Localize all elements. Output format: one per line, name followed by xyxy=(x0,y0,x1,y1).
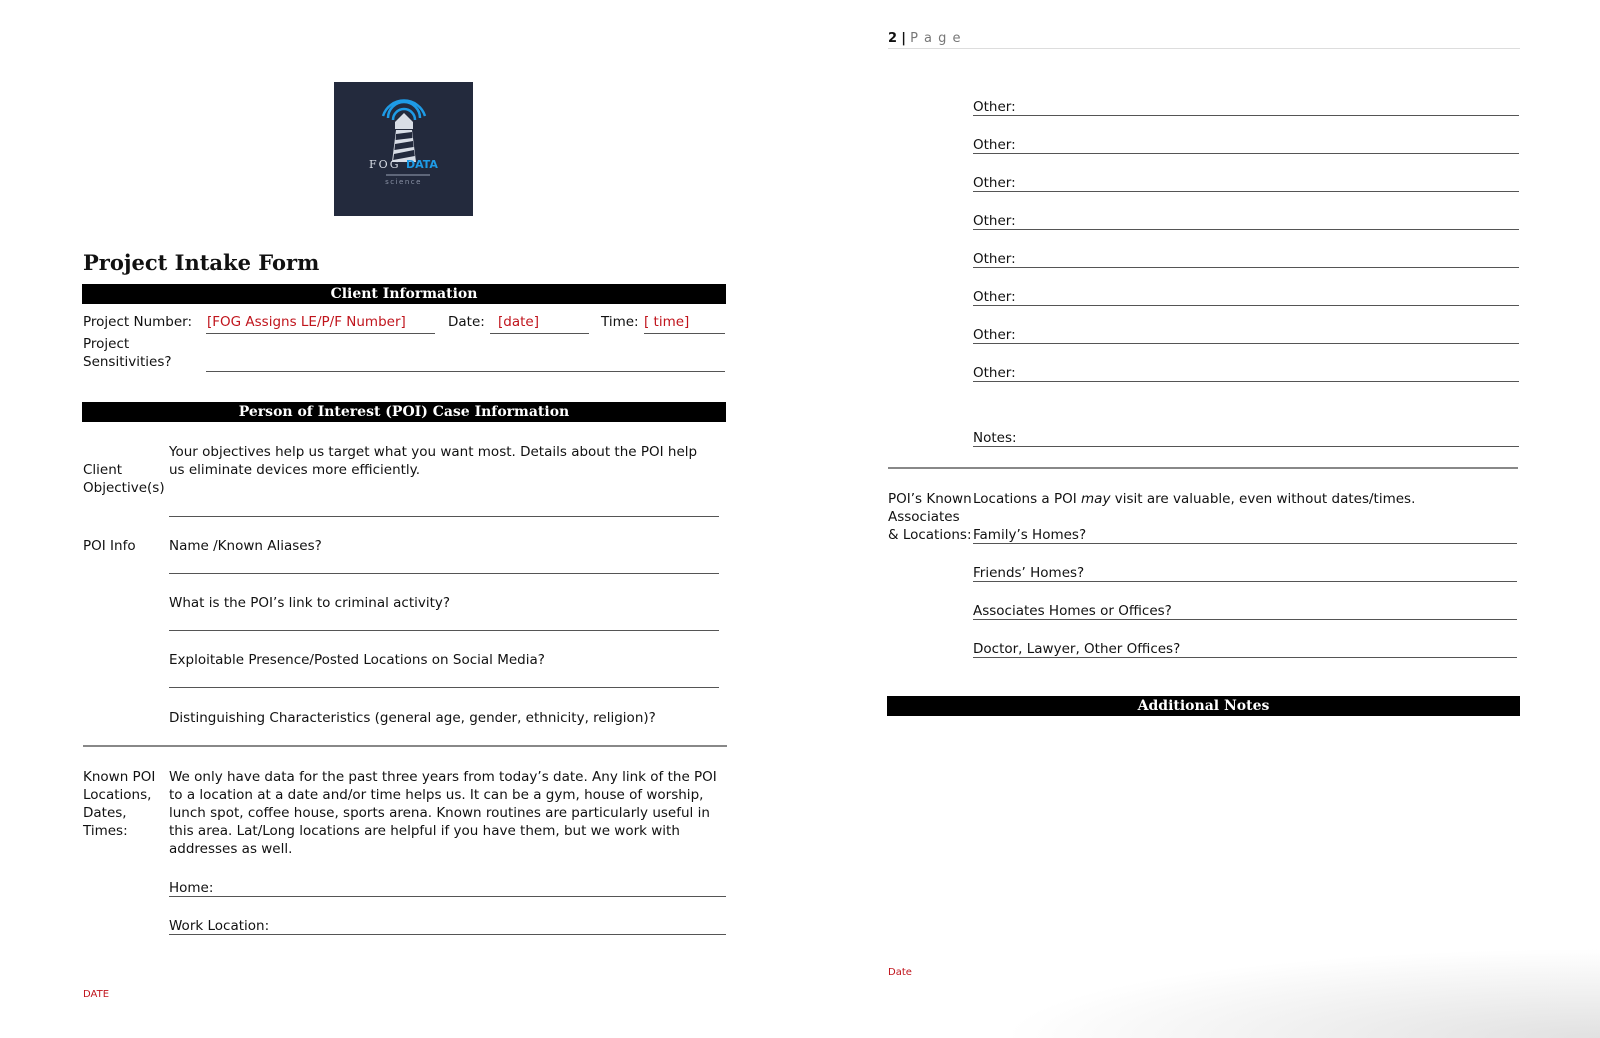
date-underline xyxy=(490,333,589,334)
project-number-underline xyxy=(206,333,435,334)
home-field[interactable] xyxy=(169,896,726,897)
associates-intro-emphasis: may xyxy=(1081,491,1111,507)
poi-question-characteristics: Distinguishing Characteristics (general age, gender, ethnicity, religion)? xyxy=(169,710,656,726)
known-locations-label-line1: Known POI xyxy=(83,769,156,785)
project-number-field[interactable]: [FOG Assigns LE/P/F Number] xyxy=(207,314,406,330)
sensitivities-field[interactable] xyxy=(206,371,725,372)
logo-brand-word: FOG xyxy=(369,158,401,171)
work-location-label: Work Location: xyxy=(169,918,270,934)
poi-case-information-header: Person of Interest (POI) Case Information xyxy=(82,402,726,422)
associates-intro-before: Locations a POI xyxy=(973,491,1082,507)
other-field-8[interactable] xyxy=(973,381,1519,382)
page-title: Project Intake Form xyxy=(83,250,320,275)
associates-homes-field[interactable] xyxy=(973,619,1517,620)
footer-date-right: Date xyxy=(888,967,912,978)
poi-question-social-media: Exploitable Presence/Posted Locations on Social Media? xyxy=(169,652,545,668)
project-number-label: Project Number: xyxy=(83,314,193,330)
known-locations-label-line3: Dates, xyxy=(83,805,127,821)
known-locations-label-line4: Times: xyxy=(83,823,128,839)
other-field-4[interactable] xyxy=(973,229,1519,230)
poi-question-aliases: Name /Known Aliases? xyxy=(169,538,322,554)
other-field-7[interactable] xyxy=(973,343,1519,344)
doctor-lawyer-field[interactable] xyxy=(973,657,1517,658)
associates-label-line2: Associates xyxy=(888,509,960,525)
client-information-header: Client Information xyxy=(82,284,726,304)
page-number: 2 xyxy=(888,31,898,46)
objectives-label-line2: Objective(s) xyxy=(83,480,165,496)
poi-info-label: POI Info xyxy=(83,538,136,554)
other-label-1: Other: xyxy=(973,99,1016,115)
work-location-field[interactable] xyxy=(169,934,726,935)
known-locations-instructions: We only have data for the past three years from today’s date. Any link of the POI to a location at a date and/or time helps us. It can be a gym, house of worship, lunch spot, coffee house, sports arena. Known routines are particularly useful in this area. Lat/Long locations are helpful if you have them, but we work with addresses as well. xyxy=(169,769,717,857)
other-label-4: Other: xyxy=(973,213,1016,229)
other-field-5[interactable] xyxy=(973,267,1519,268)
other-label-2: Other: xyxy=(973,137,1016,153)
other-label-3: Other: xyxy=(973,175,1016,191)
known-locations-label-line2: Locations, xyxy=(83,787,152,803)
associates-instructions xyxy=(973,490,1415,508)
other-label-6: Other: xyxy=(973,289,1016,305)
poi-social-media-field[interactable] xyxy=(169,687,719,688)
page-number-header xyxy=(888,30,962,48)
other-field-1[interactable] xyxy=(973,115,1519,116)
other-field-3[interactable] xyxy=(973,191,1519,192)
time-label: Time: xyxy=(601,314,639,330)
time-underline xyxy=(644,333,725,334)
poi-question-criminal-link: What is the POI’s link to criminal activity? xyxy=(169,595,451,611)
section-divider-right xyxy=(888,467,1518,469)
notes-label: Notes: xyxy=(973,430,1017,446)
associates-intro-after: visit are valuable, even without dates/times. xyxy=(1110,491,1416,507)
section-divider-left xyxy=(83,745,727,747)
associates-label-line1: POI’s Known xyxy=(888,491,972,507)
family-homes-field[interactable] xyxy=(973,543,1517,544)
doctor-lawyer-label: Doctor, Lawyer, Other Offices? xyxy=(973,641,1181,657)
time-field[interactable]: [ time] xyxy=(644,314,690,330)
other-field-6[interactable] xyxy=(973,305,1519,306)
poi-criminal-link-field[interactable] xyxy=(169,630,719,631)
additional-notes-area[interactable] xyxy=(887,716,1520,946)
objectives-instructions: Your objectives help us target what you want most. Details about the POI help us eliminate devices more efficiently. xyxy=(169,444,698,478)
other-label-8: Other: xyxy=(973,365,1016,381)
other-field-2[interactable] xyxy=(973,153,1519,154)
logo-brand-sub: science xyxy=(385,178,422,186)
date-label: Date: xyxy=(448,314,485,330)
header-rule xyxy=(888,48,1520,49)
logo-brand-accent: DATA xyxy=(405,158,438,171)
poi-aliases-field[interactable] xyxy=(169,573,719,574)
page-edge-shadow xyxy=(1000,948,1600,1038)
date-field[interactable]: [date] xyxy=(498,314,539,330)
fog-data-logo xyxy=(334,82,473,216)
page-word: P a g e xyxy=(910,31,962,46)
other-label-5: Other: xyxy=(973,251,1016,267)
home-label: Home: xyxy=(169,880,214,896)
family-homes-label: Family’s Homes? xyxy=(973,527,1087,543)
sensitivities-label-line2: Sensitivities? xyxy=(83,354,172,370)
friends-homes-field[interactable] xyxy=(973,581,1517,582)
objectives-field[interactable] xyxy=(169,516,719,517)
notes-field[interactable] xyxy=(973,446,1519,447)
sensitivities-label-line1: Project xyxy=(83,336,130,352)
friends-homes-label: Friends’ Homes? xyxy=(973,565,1085,581)
associates-homes-label: Associates Homes or Offices? xyxy=(973,603,1172,619)
additional-notes-header: Additional Notes xyxy=(887,696,1520,716)
objectives-label-line1: Client xyxy=(83,462,123,478)
lighthouse-icon xyxy=(334,82,473,216)
other-label-7: Other: xyxy=(973,327,1016,343)
footer-date-left: DATE xyxy=(83,989,110,1000)
page-number-separator: | xyxy=(901,31,906,46)
associates-label-line3: & Locations: xyxy=(888,527,972,543)
